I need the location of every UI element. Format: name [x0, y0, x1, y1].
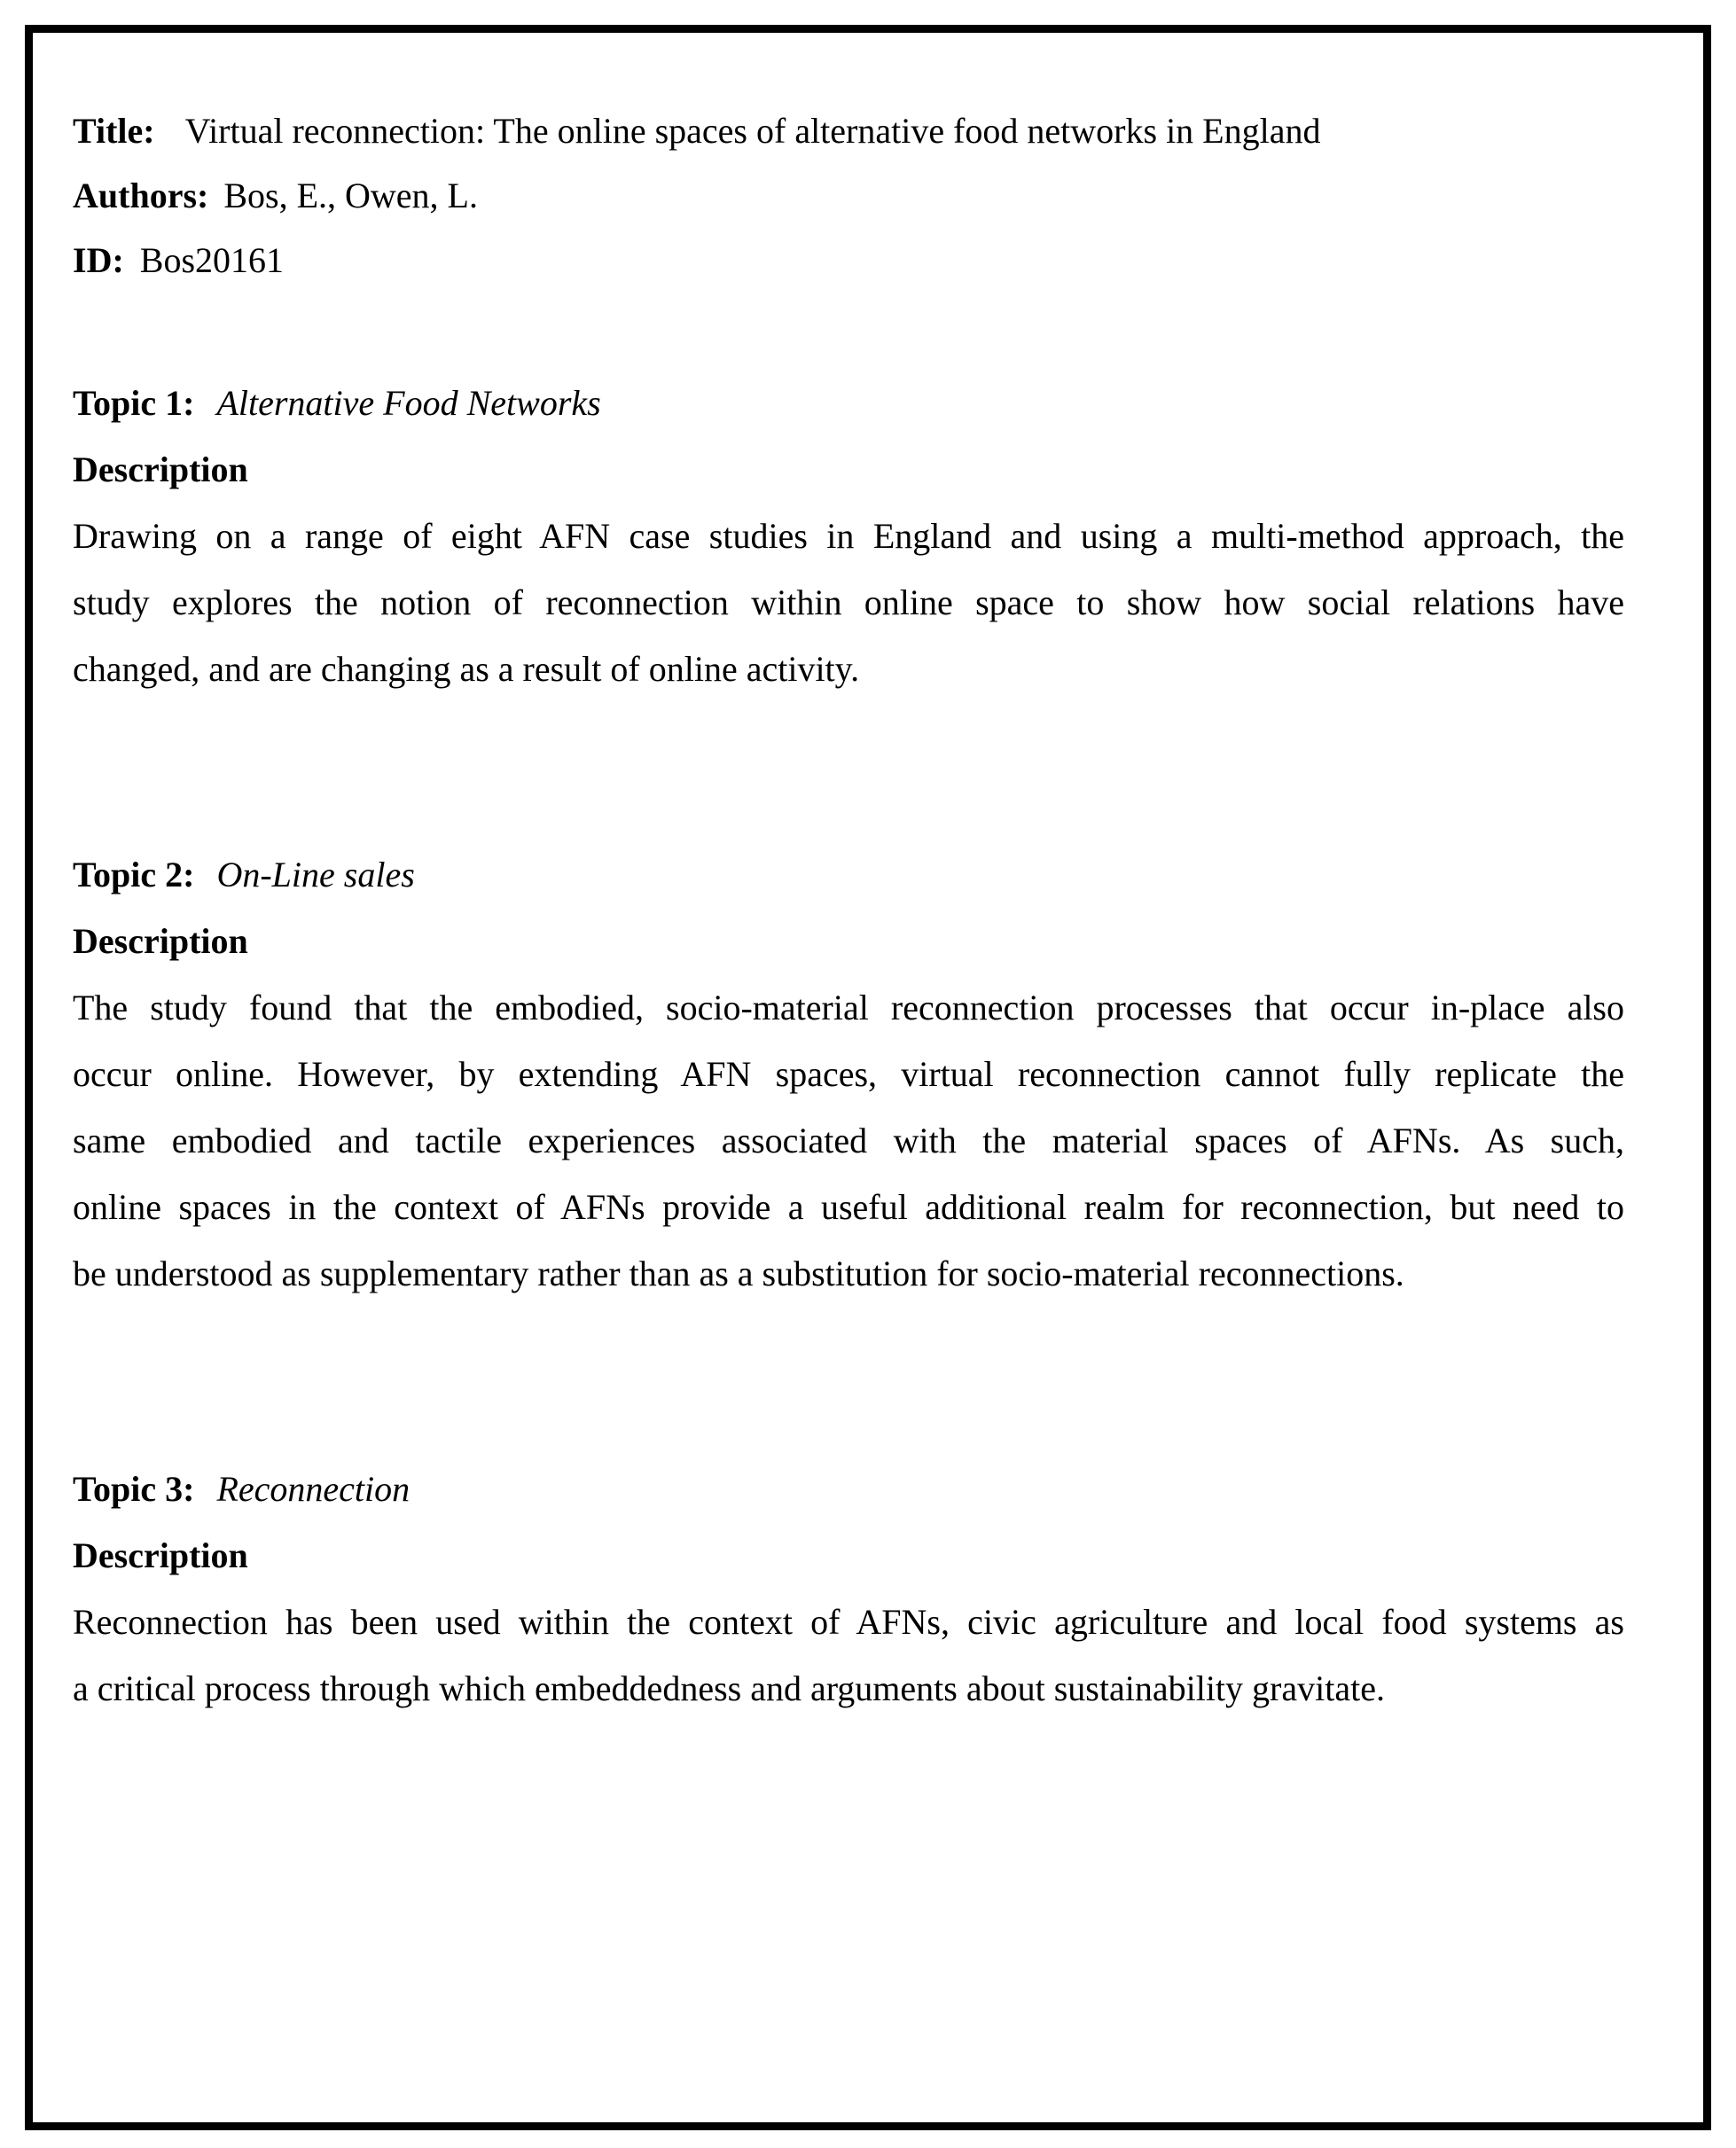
document-header: [73, 98, 1624, 293]
paragraph-line: study explores the notion of reconnection within online space to show how social relations have: [73, 582, 1624, 622]
paragraph-line: same embodied and tactile experiences associated with the material spaces of AFNs. As such,: [73, 1121, 1624, 1160]
paragraph-line: The study found that the embodied, socio-material reconnection processes that occur in-place also: [73, 988, 1624, 1027]
paragraph-line: Reconnection has been used within the context of AFNs, civic agriculture and local food systems as: [73, 1602, 1624, 1642]
paragraph-line: occur online. However, by extending AFN spaces, virtual reconnection cannot fully replicate the: [73, 1054, 1624, 1094]
page-border-frame: [25, 25, 1711, 2130]
id-value: Bos20161: [139, 240, 285, 280]
topic-heading: [73, 1456, 1624, 1522]
title-line: [73, 98, 1624, 163]
topic-paragraph: [73, 503, 1624, 702]
paragraph-line: Drawing on a range of eight AFN case studies in England and using a multi-method approach, the: [73, 516, 1624, 556]
topic-label: Topic 2:: [73, 855, 195, 894]
topic-name: Reconnection: [216, 1469, 411, 1509]
topic-paragraph: [73, 974, 1624, 1307]
topic-section: [73, 370, 1624, 702]
topic-heading: [73, 841, 1624, 908]
document-content: [33, 33, 1703, 1722]
topic-heading: [73, 370, 1624, 436]
paragraph-line: changed, and are changing as a result of online activity.: [73, 649, 860, 689]
topic-section: [73, 1456, 1624, 1722]
topic-label: Topic 1:: [73, 383, 195, 423]
id-line: [73, 228, 1624, 293]
topic-name: On-Line sales: [216, 855, 415, 894]
paragraph-line: online spaces in the context of AFNs provide a useful additional realm for reconnection, but need to: [73, 1187, 1624, 1227]
topic-label: Topic 3:: [73, 1469, 195, 1509]
authors-label: Authors:: [73, 176, 209, 215]
topic-paragraph: [73, 1589, 1624, 1722]
description-label: Description: [73, 449, 248, 489]
description-label: Description: [73, 1535, 248, 1575]
paragraph-line: a critical process through which embeddedness and arguments about sustainability gravitate.: [73, 1668, 1385, 1708]
topics: [73, 370, 1624, 1722]
authors-line: [73, 163, 1624, 228]
topic-section: [73, 841, 1624, 1307]
description-label: Description: [73, 921, 248, 961]
authors-value: Bos, E., Owen, L.: [223, 176, 478, 215]
paragraph-line: be understood as supplementary rather than as a substitution for socio-material reconnections.: [73, 1254, 1404, 1293]
id-label: ID:: [73, 240, 124, 280]
title-value: Virtual reconnection: The online spaces of alternative food networks in England: [184, 111, 1321, 151]
title-label: Title:: [73, 111, 155, 151]
topic-name: Alternative Food Networks: [216, 383, 601, 423]
